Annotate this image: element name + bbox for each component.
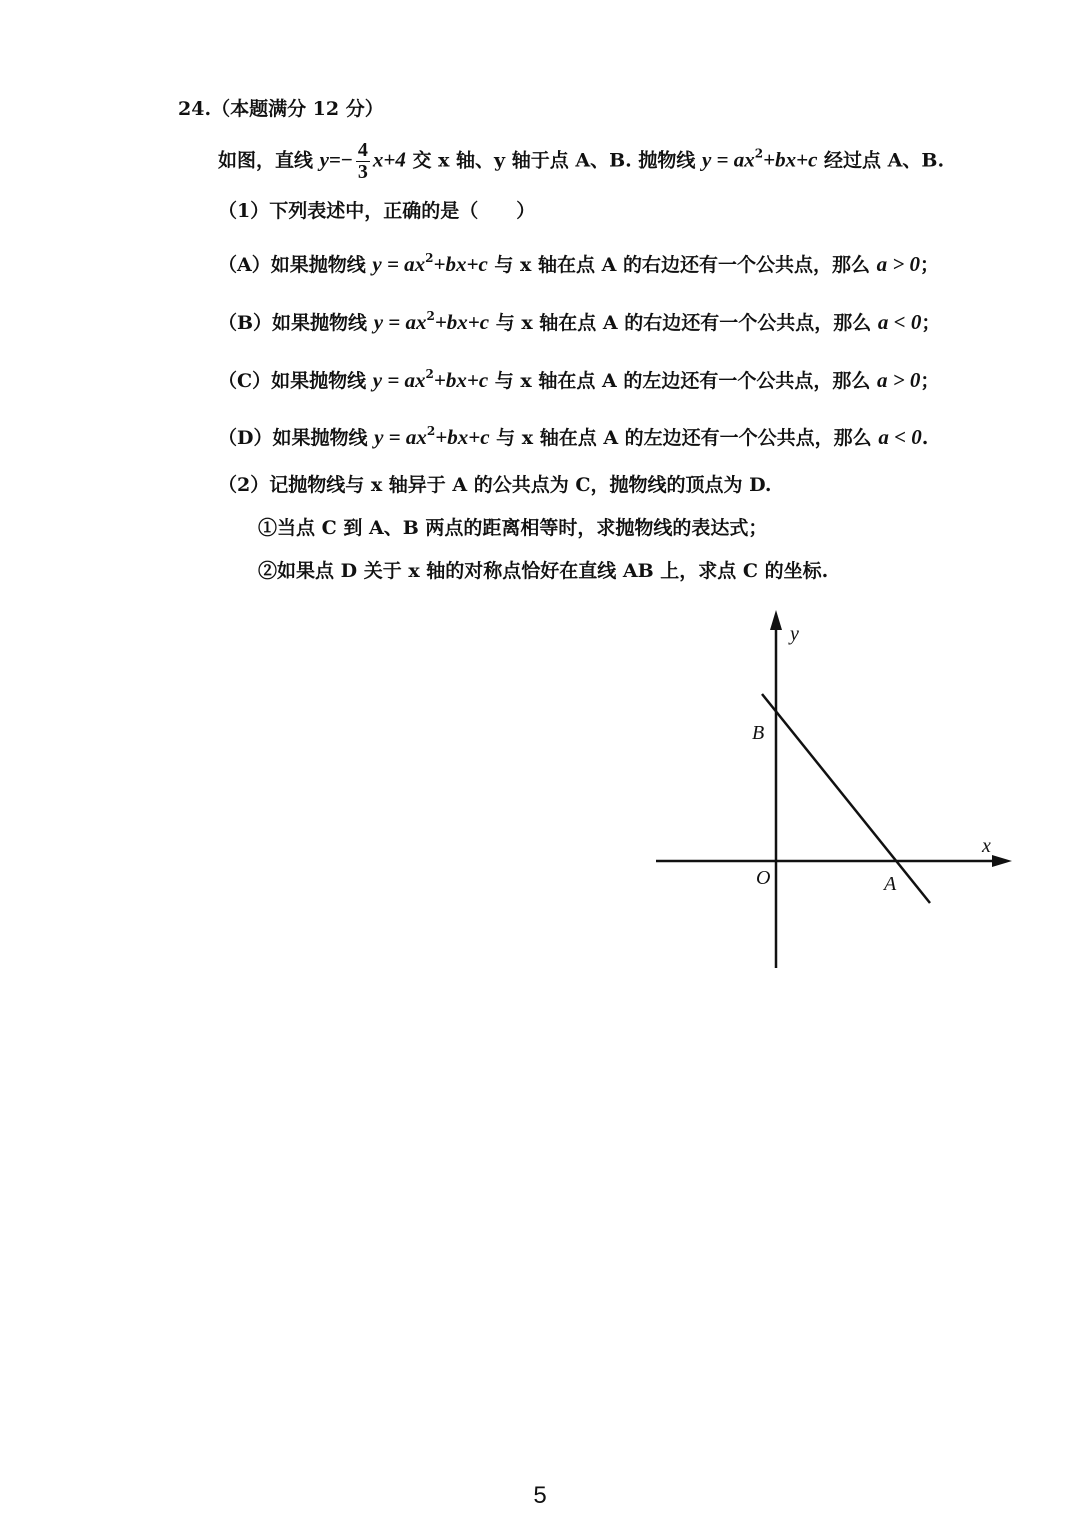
- intro-rest: x+4: [372, 147, 406, 172]
- superscript-2: 2: [425, 367, 434, 381]
- label-o: O: [756, 867, 771, 889]
- option-eq-rest: +bx+c: [434, 310, 490, 334]
- coordinate-figure: [640, 600, 1020, 980]
- intro-parabola-rest: +bx+c: [763, 147, 818, 172]
- option-condition: a > 0: [876, 368, 921, 392]
- option-label: （C）如果抛物线: [218, 370, 367, 392]
- option-condition: a > 0: [876, 252, 921, 276]
- label-x: x: [982, 835, 991, 857]
- option-condition: a < 0: [877, 310, 922, 334]
- line-ab: [762, 694, 930, 903]
- option-end: .: [921, 427, 929, 449]
- question-header: [178, 100, 384, 119]
- superscript-2: 2: [426, 309, 435, 323]
- intro-prefix: 如图，直线: [218, 149, 314, 172]
- intro-parabola: y = ax: [701, 147, 755, 172]
- label-a: A: [884, 873, 897, 895]
- superscript-2: 2: [426, 424, 436, 438]
- option-text: 与 x 轴在点 A 的左边还有一个公共点，那么: [496, 427, 872, 449]
- intro-eq: =−: [328, 147, 353, 172]
- option-eq: y = ax: [372, 368, 426, 392]
- label-b: B: [752, 722, 765, 744]
- option-eq-rest: +bx+c: [433, 368, 489, 392]
- fraction-numerator: 4: [357, 139, 368, 161]
- option-end: ；: [921, 312, 941, 334]
- page-number: 5: [533, 1482, 547, 1509]
- option-label: （B）如果抛物线: [218, 312, 368, 334]
- option-label: （D）如果抛物线: [218, 427, 368, 449]
- label-y: y: [790, 623, 799, 645]
- option-d: [218, 425, 928, 448]
- fraction: [356, 140, 370, 183]
- option-condition: a < 0: [878, 425, 922, 449]
- option-text: 与 x 轴在点 A 的右边还有一个公共点，那么: [495, 312, 872, 334]
- superscript-2: 2: [425, 251, 434, 265]
- option-label: （A）如果抛物线: [218, 254, 366, 276]
- score-note: （本题满分 12 分）: [211, 98, 384, 120]
- part2-sub2: ②如果点 D 关于 x 轴的对称点恰好在直线 AB 上，求点 C 的坐标.: [258, 560, 829, 582]
- option-eq: y = ax: [373, 310, 427, 334]
- option-eq: y = ax: [374, 425, 427, 449]
- option-eq-rest: +bx+c: [435, 425, 490, 449]
- part2-stem: （2）记抛物线与 x 轴异于 A 的公共点为 C，抛物线的顶点为 D.: [218, 474, 772, 496]
- fraction-denominator: 3: [357, 161, 368, 183]
- option-eq: y = ax: [372, 252, 426, 276]
- x-axis-arrow: [992, 855, 1012, 867]
- intro-suffix: 经过点 A、B.: [824, 149, 945, 172]
- part1-stem: （1）下列表述中，正确的是（ ）: [218, 200, 536, 222]
- option-b: [218, 310, 940, 333]
- y-axis-arrow: [770, 610, 782, 630]
- option-text: 与 x 轴在点 A 的右边还有一个公共点，那么: [494, 254, 870, 276]
- option-a: [218, 252, 939, 275]
- option-eq-rest: +bx+c: [433, 252, 488, 276]
- question-number: 24.: [178, 98, 212, 120]
- superscript-2: 2: [754, 146, 764, 161]
- question-intro: [218, 140, 944, 183]
- intro-mid: 交 x 轴、y 轴于点 A、B. 抛物线: [412, 149, 696, 172]
- part2-sub1: ①当点 C 到 A、B 两点的距离相等时，求抛物线的表达式；: [258, 517, 768, 539]
- option-c: [218, 368, 939, 391]
- intro-y: y: [319, 147, 329, 172]
- option-end: ；: [920, 370, 940, 392]
- option-text: 与 x 轴在点 A 的左边还有一个公共点，那么: [494, 370, 871, 392]
- option-end: ；: [920, 254, 940, 276]
